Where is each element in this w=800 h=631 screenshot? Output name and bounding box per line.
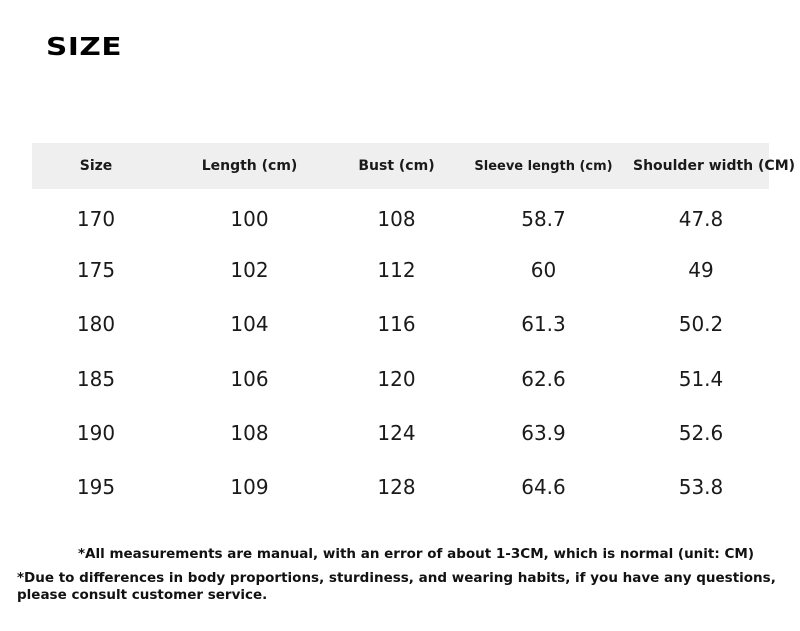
page-title: SIZE xyxy=(46,32,123,61)
table-header-row xyxy=(32,143,769,189)
cell-shoulder-width: 47.8 xyxy=(678,207,724,232)
cell-shoulder-width: 51.4 xyxy=(678,366,724,391)
cell-length: 108 xyxy=(230,420,269,445)
column-header-length: Length (cm) xyxy=(201,158,298,174)
cell-bust: 108 xyxy=(377,207,416,232)
column-header-shoulder-width: Shoulder width (CM) xyxy=(633,158,796,174)
cell-length: 109 xyxy=(230,475,269,500)
cell-size: 180 xyxy=(76,312,116,337)
cell-length: 104 xyxy=(230,312,269,337)
cell-sleeve-length: 64.6 xyxy=(521,475,566,500)
cell-length: 100 xyxy=(230,207,269,232)
cell-size: 170 xyxy=(76,207,116,232)
cell-length: 106 xyxy=(230,366,269,391)
cell-bust: 116 xyxy=(377,312,416,337)
cell-bust: 128 xyxy=(377,475,416,500)
cell-bust: 120 xyxy=(377,366,416,391)
cell-sleeve-length: 58.7 xyxy=(521,207,566,232)
cell-shoulder-width: 50.2 xyxy=(678,312,724,337)
column-header-bust: Bust (cm) xyxy=(358,158,435,174)
cell-shoulder-width: 53.8 xyxy=(678,475,724,500)
cell-sleeve-length: 62.6 xyxy=(521,366,566,391)
measurement-note: *All measurements are manual, with an error of about 1-3CM, which is normal (unit: CM) xyxy=(78,546,754,562)
table-row xyxy=(32,189,769,243)
cell-shoulder-width: 49 xyxy=(688,258,714,283)
cell-sleeve-length: 61.3 xyxy=(521,312,566,337)
cell-size: 190 xyxy=(76,420,116,445)
table-row xyxy=(32,460,769,514)
cell-sleeve-length: 63.9 xyxy=(521,420,566,445)
cell-size: 185 xyxy=(76,366,116,391)
table-row xyxy=(32,352,769,406)
table-row xyxy=(32,406,769,460)
table-row xyxy=(32,243,769,297)
cell-size: 175 xyxy=(76,258,116,283)
column-header-sleeve-length: Sleeve length (cm) xyxy=(474,158,613,174)
cell-bust: 112 xyxy=(377,258,416,283)
size-chart-table xyxy=(32,143,796,514)
table-row xyxy=(32,297,769,351)
disclaimer-note: *Due to differences in body proportions, sturdiness, and wearing habits, if you have any questions, please consult customer service. xyxy=(17,570,776,603)
cell-length: 102 xyxy=(230,258,269,283)
cell-sleeve-length: 60 xyxy=(530,258,557,283)
cell-shoulder-width: 52.6 xyxy=(678,420,724,445)
column-header-size: Size xyxy=(79,158,113,174)
cell-size: 195 xyxy=(76,475,116,500)
cell-bust: 124 xyxy=(377,420,416,445)
